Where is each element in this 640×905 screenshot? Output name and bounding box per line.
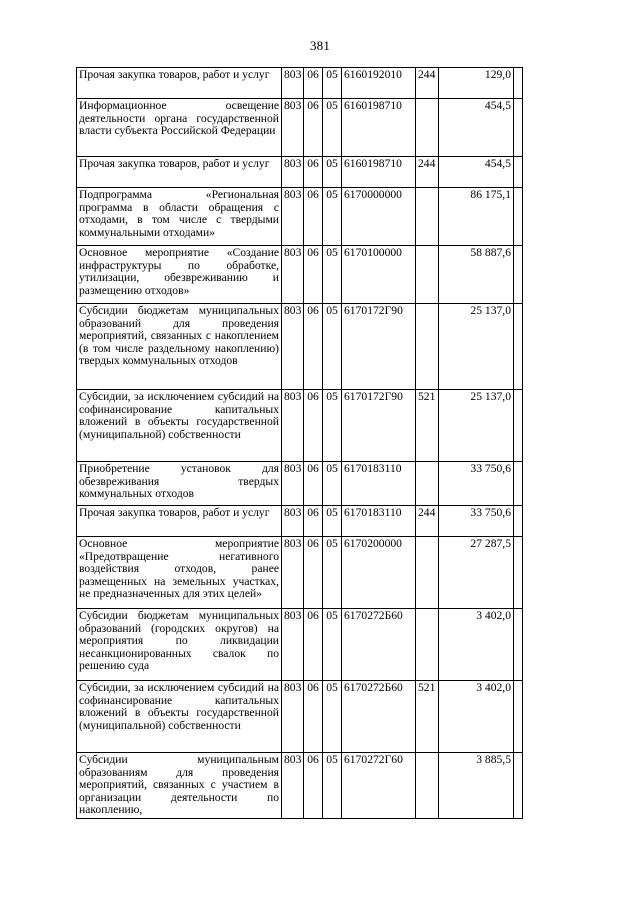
row-empty-cell	[514, 537, 523, 609]
row-empty-cell	[514, 68, 523, 99]
row-vr	[416, 99, 439, 157]
row-vr	[416, 246, 439, 304]
row-rz: 06	[304, 462, 323, 506]
row-csr: 6160198710	[342, 99, 416, 157]
table-row	[77, 157, 523, 188]
row-ved: 803	[282, 304, 304, 390]
table-row	[77, 537, 523, 609]
row-rz: 06	[304, 188, 323, 246]
row-vr	[416, 304, 439, 390]
row-name: Прочая закупка товаров, работ и услуг	[77, 506, 282, 537]
table-row	[77, 246, 523, 304]
row-ved: 803	[282, 462, 304, 506]
row-pr: 05	[323, 304, 342, 390]
row-pr: 05	[323, 681, 342, 753]
table-row	[77, 462, 523, 506]
row-empty-cell	[514, 506, 523, 537]
row-name: Основное мероприятие «Создание инфраструктуры по обработке, утилизации, обезвреживанию и размещению отходов»	[77, 246, 282, 304]
row-empty-cell	[514, 609, 523, 681]
row-ved: 803	[282, 390, 304, 462]
row-vr: 521	[416, 390, 439, 462]
row-csr: 6160192010	[342, 68, 416, 99]
row-sum: 58 887,6	[439, 246, 514, 304]
row-rz: 06	[304, 609, 323, 681]
row-csr: 6170272Б60	[342, 609, 416, 681]
row-vr	[416, 537, 439, 609]
row-empty-cell	[514, 99, 523, 157]
row-pr: 05	[323, 609, 342, 681]
table-row	[77, 390, 523, 462]
row-name: Прочая закупка товаров, работ и услуг	[77, 68, 282, 99]
row-sum: 129,0	[439, 68, 514, 99]
row-pr: 05	[323, 99, 342, 157]
row-sum: 25 137,0	[439, 304, 514, 390]
row-sum: 3 885,5	[439, 753, 514, 819]
row-sum: 25 137,0	[439, 390, 514, 462]
row-pr: 05	[323, 246, 342, 304]
row-csr: 6170000000	[342, 188, 416, 246]
row-rz: 06	[304, 99, 323, 157]
table-row	[77, 681, 523, 753]
row-name: Субсидии, за исключением субсидий на софинансирование капитальных вложений в объекты государственной (муниципальной) собственности	[77, 681, 282, 753]
row-vr: 244	[416, 506, 439, 537]
row-sum: 86 175,1	[439, 188, 514, 246]
row-empty-cell	[514, 753, 523, 819]
row-name: Подпрограмма «Региональная программа в области обращения с отходами, в том числе с твердыми коммунальными отходами»	[77, 188, 282, 246]
row-sum: 33 750,6	[439, 506, 514, 537]
row-sum: 454,5	[439, 157, 514, 188]
row-name: Информационное освещение деятельности органа государственной власти субъекта Российской Федерации	[77, 99, 282, 157]
row-ved: 803	[282, 188, 304, 246]
row-pr: 05	[323, 157, 342, 188]
row-ved: 803	[282, 537, 304, 609]
row-vr	[416, 188, 439, 246]
row-csr: 6160198710	[342, 157, 416, 188]
row-rz: 06	[304, 506, 323, 537]
row-csr: 6170183110	[342, 506, 416, 537]
row-pr: 05	[323, 506, 342, 537]
row-sum: 3 402,0	[439, 681, 514, 753]
row-csr: 6170272Б60	[342, 681, 416, 753]
row-vr	[416, 609, 439, 681]
table-row	[77, 188, 523, 246]
row-sum: 3 402,0	[439, 609, 514, 681]
row-name: Приобретение установок для обезвреживания твердых коммунальных отходов	[77, 462, 282, 506]
row-csr: 6170172Г90	[342, 390, 416, 462]
row-ved: 803	[282, 68, 304, 99]
row-pr: 05	[323, 390, 342, 462]
row-rz: 06	[304, 390, 323, 462]
row-csr: 6170172Г90	[342, 304, 416, 390]
row-empty-cell	[514, 157, 523, 188]
row-csr: 6170272Г60	[342, 753, 416, 819]
row-pr: 05	[323, 537, 342, 609]
row-rz: 06	[304, 304, 323, 390]
row-sum: 454,5	[439, 99, 514, 157]
row-name: Субсидии бюджетам муниципальных образований (городских округов) на мероприятия по ликвидации несанкционированных свалок по решению суда	[77, 609, 282, 681]
row-ved: 803	[282, 506, 304, 537]
row-ved: 803	[282, 753, 304, 819]
budget-table	[76, 67, 523, 819]
row-empty-cell	[514, 246, 523, 304]
row-rz: 06	[304, 753, 323, 819]
table-row	[77, 68, 523, 99]
row-empty-cell	[514, 462, 523, 506]
row-name: Субсидии бюджетам муниципальных образований для проведения мероприятий, связанных с накоплением (в том числе раздельному накоплению) твердых коммунальных отходов	[77, 304, 282, 390]
row-vr: 244	[416, 157, 439, 188]
row-pr: 05	[323, 753, 342, 819]
table-row	[77, 99, 523, 157]
row-rz: 06	[304, 68, 323, 99]
row-ved: 803	[282, 681, 304, 753]
row-empty-cell	[514, 681, 523, 753]
row-empty-cell	[514, 188, 523, 246]
row-vr	[416, 753, 439, 819]
row-ved: 803	[282, 609, 304, 681]
row-empty-cell	[514, 304, 523, 390]
row-rz: 06	[304, 681, 323, 753]
row-name: Прочая закупка товаров, работ и услуг	[77, 157, 282, 188]
row-vr: 244	[416, 68, 439, 99]
row-sum: 27 287,5	[439, 537, 514, 609]
row-csr: 6170200000	[342, 537, 416, 609]
row-ved: 803	[282, 246, 304, 304]
table-row	[77, 506, 523, 537]
table-row	[77, 753, 523, 819]
row-pr: 05	[323, 188, 342, 246]
row-name: Основное мероприятие «Предотвращение негативного воздействия отходов, ранее размещенных на земельных участках, не предназначенных для этих целей»	[77, 537, 282, 609]
row-csr: 6170100000	[342, 246, 416, 304]
row-empty-cell	[514, 390, 523, 462]
table-row	[77, 304, 523, 390]
row-ved: 803	[282, 157, 304, 188]
row-pr: 05	[323, 68, 342, 99]
row-ved: 803	[282, 99, 304, 157]
page-number: 381	[309, 38, 331, 53]
row-sum: 33 750,6	[439, 462, 514, 506]
row-csr: 6170183110	[342, 462, 416, 506]
row-pr: 05	[323, 462, 342, 506]
row-vr: 521	[416, 681, 439, 753]
row-vr	[416, 462, 439, 506]
row-name: Субсидии, за исключением субсидий на софинансирование капитальных вложений в объекты государственной (муниципальной) собственности	[77, 390, 282, 462]
row-rz: 06	[304, 537, 323, 609]
table-row	[77, 609, 523, 681]
row-rz: 06	[304, 157, 323, 188]
row-rz: 06	[304, 246, 323, 304]
row-name: Субсидии муниципальным образованиям для проведения мероприятий, связанных с участием в организации деятельности по накоплению,	[77, 753, 282, 819]
